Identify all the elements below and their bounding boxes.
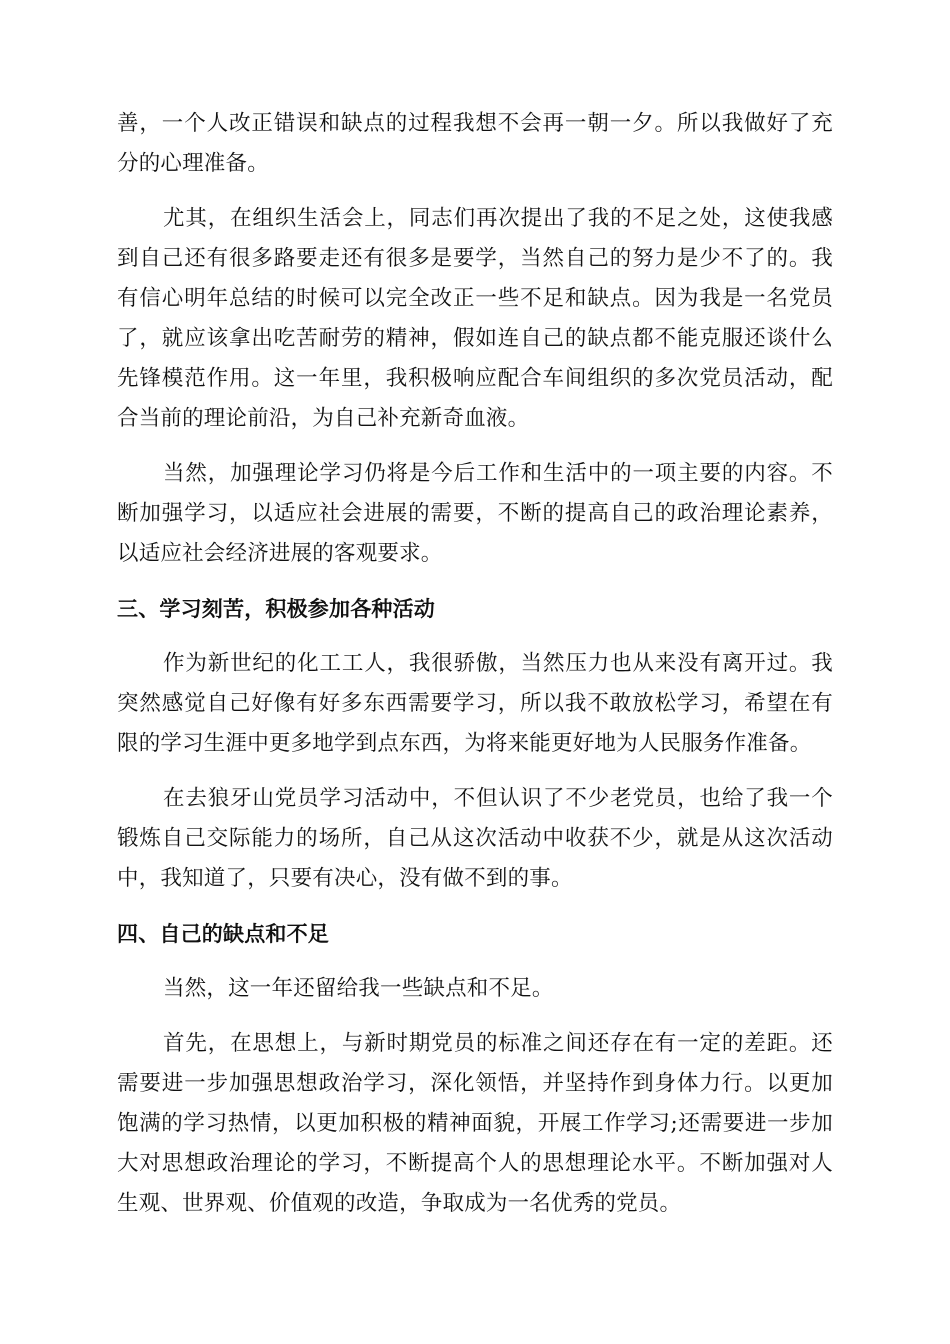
paragraph-organization-meeting: 尤其，在组织生活会上，同志们再次提出了我的不足之处，这使我感到自己还有很多路要走还有很多是要学，当然自己的努力是少不了的。我有信心明年总结的时候可以完全改正一些不足和缺点。因为我是一名党员了，就应该拿出吃苦耐劳的精神，假如连自己的缺点都不能克服还谈什么先锋模范作用。这一年里，我积极响应配合车间组织的多次党员活动，配合当前的理论前沿，为自己补充新奇血液。 [117,206,833,431]
section-heading-4: 四、自己的缺点和不足 [117,922,329,946]
paragraph-shortcomings-intro: 当然，这一年还留给我一些缺点和不足。 [163,976,554,1001]
paragraph-langya-activity: 在去狼牙山党员学习活动中，不但认识了不少老党员，也给了我一个锻炼自己交际能力的场所，自己从这次活动中收获不少，就是从这次活动中，我知道了，只要有决心，没有做不到的事。 [117,786,833,891]
paragraph-chemical-worker: 作为新世纪的化工工人，我很骄傲，当然压力也从来没有离开过。我突然感觉自己好像有好多东西需要学习，所以我不敢放松学习，希望在有限的学习生涯中更多地学到点东西，为将来能更好地为人民服务作准备。 [117,651,833,756]
paragraph-ideology-gap: 首先，在思想上，与新时期党员的标准之间还存在有一定的差距。还需要进一步加强思想政治学习，深化领悟，并坚持作到身体力行。以更加饱满的学习热情，以更加积极的精神面貌，开展工作学习;还需要进一步加大对思想政治理论的学习，不断提高个人的思想理论水平。不断加强对人生观、世界观、价值观的改造，争取成为一名优秀的党员。 [117,1031,833,1216]
paragraph-continuation: 善，一个人改正错误和缺点的过程我想不会再一朝一夕。所以我做好了充分的心理准备。 [117,111,833,176]
document-body [117,104,833,1239]
paragraph-theory-study: 当然，加强理论学习仍将是今后工作和生活中的一项主要的内容。不断加强学习，以适应社会进展的需要，不断的提高自己的政治理论素养，以适应社会经济进展的客观要求。 [117,461,833,566]
section-heading-3: 三、学习刻苦，积极参加各种活动 [117,597,435,621]
